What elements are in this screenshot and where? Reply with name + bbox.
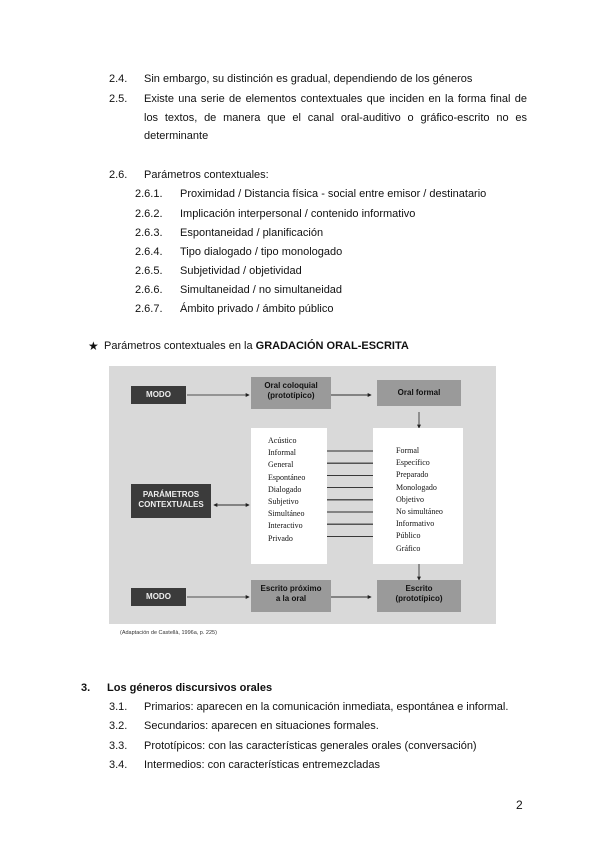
list-item: Objetivo: [396, 494, 424, 504]
item-text: Parámetros contextuales:: [144, 169, 269, 181]
modo-bottom-label: MODO: [146, 592, 171, 601]
gradation-figure: [109, 366, 496, 624]
list-item: Espontáneo: [268, 472, 306, 482]
list-item: Formal: [396, 446, 420, 455]
oral-coloquial-label: Oral coloquial: [264, 381, 318, 390]
list-item: Monologado: [396, 482, 437, 492]
escrito-proximo-box: [251, 580, 331, 612]
sub-item-text: Espontaneidad / planificación: [180, 227, 324, 239]
item-text: Secundarios: aparecen en situaciones formales.: [144, 720, 379, 732]
sub-item-number: 2.6.3.: [135, 227, 163, 239]
list-item: Dialogado: [268, 484, 302, 494]
sub-item-text: Proximidad / Distancia física - social entre emisor / destinatario: [180, 188, 487, 200]
sub-item-text: Ámbito privado / ámbito público: [180, 303, 334, 315]
item-number: 2.6.: [109, 169, 128, 181]
sub-item-number: 2.6.5.: [135, 265, 163, 277]
list-item: Informal: [268, 448, 296, 458]
page-number: 2: [516, 798, 523, 812]
star-bullet-icon: ★: [88, 339, 99, 353]
escrito-proximo-sub: a la oral: [275, 594, 307, 603]
item-text: Prototípicos: con las características generales orales (conversación): [144, 740, 477, 752]
list-item: Privado: [268, 533, 293, 543]
sub-item-number: 2.6.2.: [135, 208, 163, 220]
oral-coloquial-box: [251, 377, 331, 409]
sub-item-text: Subjetividad / objetividad: [180, 265, 302, 277]
sub-item-number: 2.6.7.: [135, 303, 163, 315]
item-number: 3.2.: [109, 720, 128, 732]
escrito-label: Escrito: [405, 584, 433, 593]
item-number: 2.5.: [109, 93, 128, 105]
item-number: 3.1.: [109, 701, 128, 713]
oral-formal-label: Oral formal: [397, 388, 441, 397]
item-text: Intermedios: con características entremezcladas: [144, 759, 380, 771]
list-item: Gráfico: [396, 543, 421, 553]
figure-heading-prefix: Parámetros contextuales en la: [104, 340, 256, 352]
sub-item-number: 2.6.1.: [135, 188, 163, 200]
item-number: 3.4.: [109, 759, 128, 771]
figure-heading: [104, 339, 409, 353]
list-item: No simultáneo: [396, 507, 443, 517]
list-item: Subjetivo: [268, 497, 299, 507]
sub-item-number: 2.6.4.: [135, 246, 163, 258]
item-paragraph: Existe una serie de elementos contextuales que inciden en la forma final de los textos, de manera que el canal oral-auditivo o gráfico-escrito no es determinante: [144, 93, 527, 142]
figure-caption: (Adaptación de Castellà, 1996a, p. 225): [120, 630, 217, 636]
right-attributes-list: [396, 445, 443, 555]
list-item: General: [268, 460, 294, 470]
parametros-label: PARÁMETROS: [142, 490, 200, 499]
modo-top-label: MODO: [146, 390, 171, 399]
list-item: Interactivo: [268, 521, 303, 531]
escrito-box: [377, 580, 461, 612]
modo-bottom-box: [131, 588, 186, 606]
contextuales-label: CONTEXTUALES: [138, 500, 204, 509]
item-number: 3.3.: [109, 740, 128, 752]
section-number: 3.: [81, 682, 91, 694]
section-title: Los géneros discursivos orales: [107, 682, 273, 694]
sub-item-text: Implicación interpersonal / contenido informativo: [180, 208, 416, 220]
list-item: Acústico: [268, 436, 297, 445]
parametros-box: [131, 484, 211, 518]
list-item: Público: [396, 531, 421, 541]
list-item: Preparado: [396, 470, 429, 480]
sub-item-text: Simultaneidad / no simultaneidad: [180, 284, 343, 296]
item-number: 2.4.: [109, 73, 128, 85]
list-item: Simultáneo: [268, 509, 305, 519]
left-attributes-list: [268, 435, 305, 545]
figure-heading-bold: GRADACIÓN ORAL-ESCRITA: [255, 340, 409, 352]
oral-formal-box: [377, 380, 461, 406]
escrito-proximo-label: Escrito próximo: [260, 584, 322, 593]
list-item: Específico: [396, 458, 430, 468]
oral-coloquial-sub: (prototípico): [267, 391, 315, 400]
item-text: Sin embargo, su distinción es gradual, dependiendo de los géneros: [144, 73, 473, 85]
sub-item-text: Tipo dialogado / tipo monologado: [180, 246, 343, 258]
list-item: Informativo: [396, 519, 435, 529]
modo-top-box: [131, 386, 186, 404]
escrito-sub: (prototípico): [395, 594, 443, 603]
item-text: Primarios: aparecen en la comunicación inmediata, espontánea e informal.: [144, 701, 509, 713]
sub-item-number: 2.6.6.: [135, 284, 163, 296]
